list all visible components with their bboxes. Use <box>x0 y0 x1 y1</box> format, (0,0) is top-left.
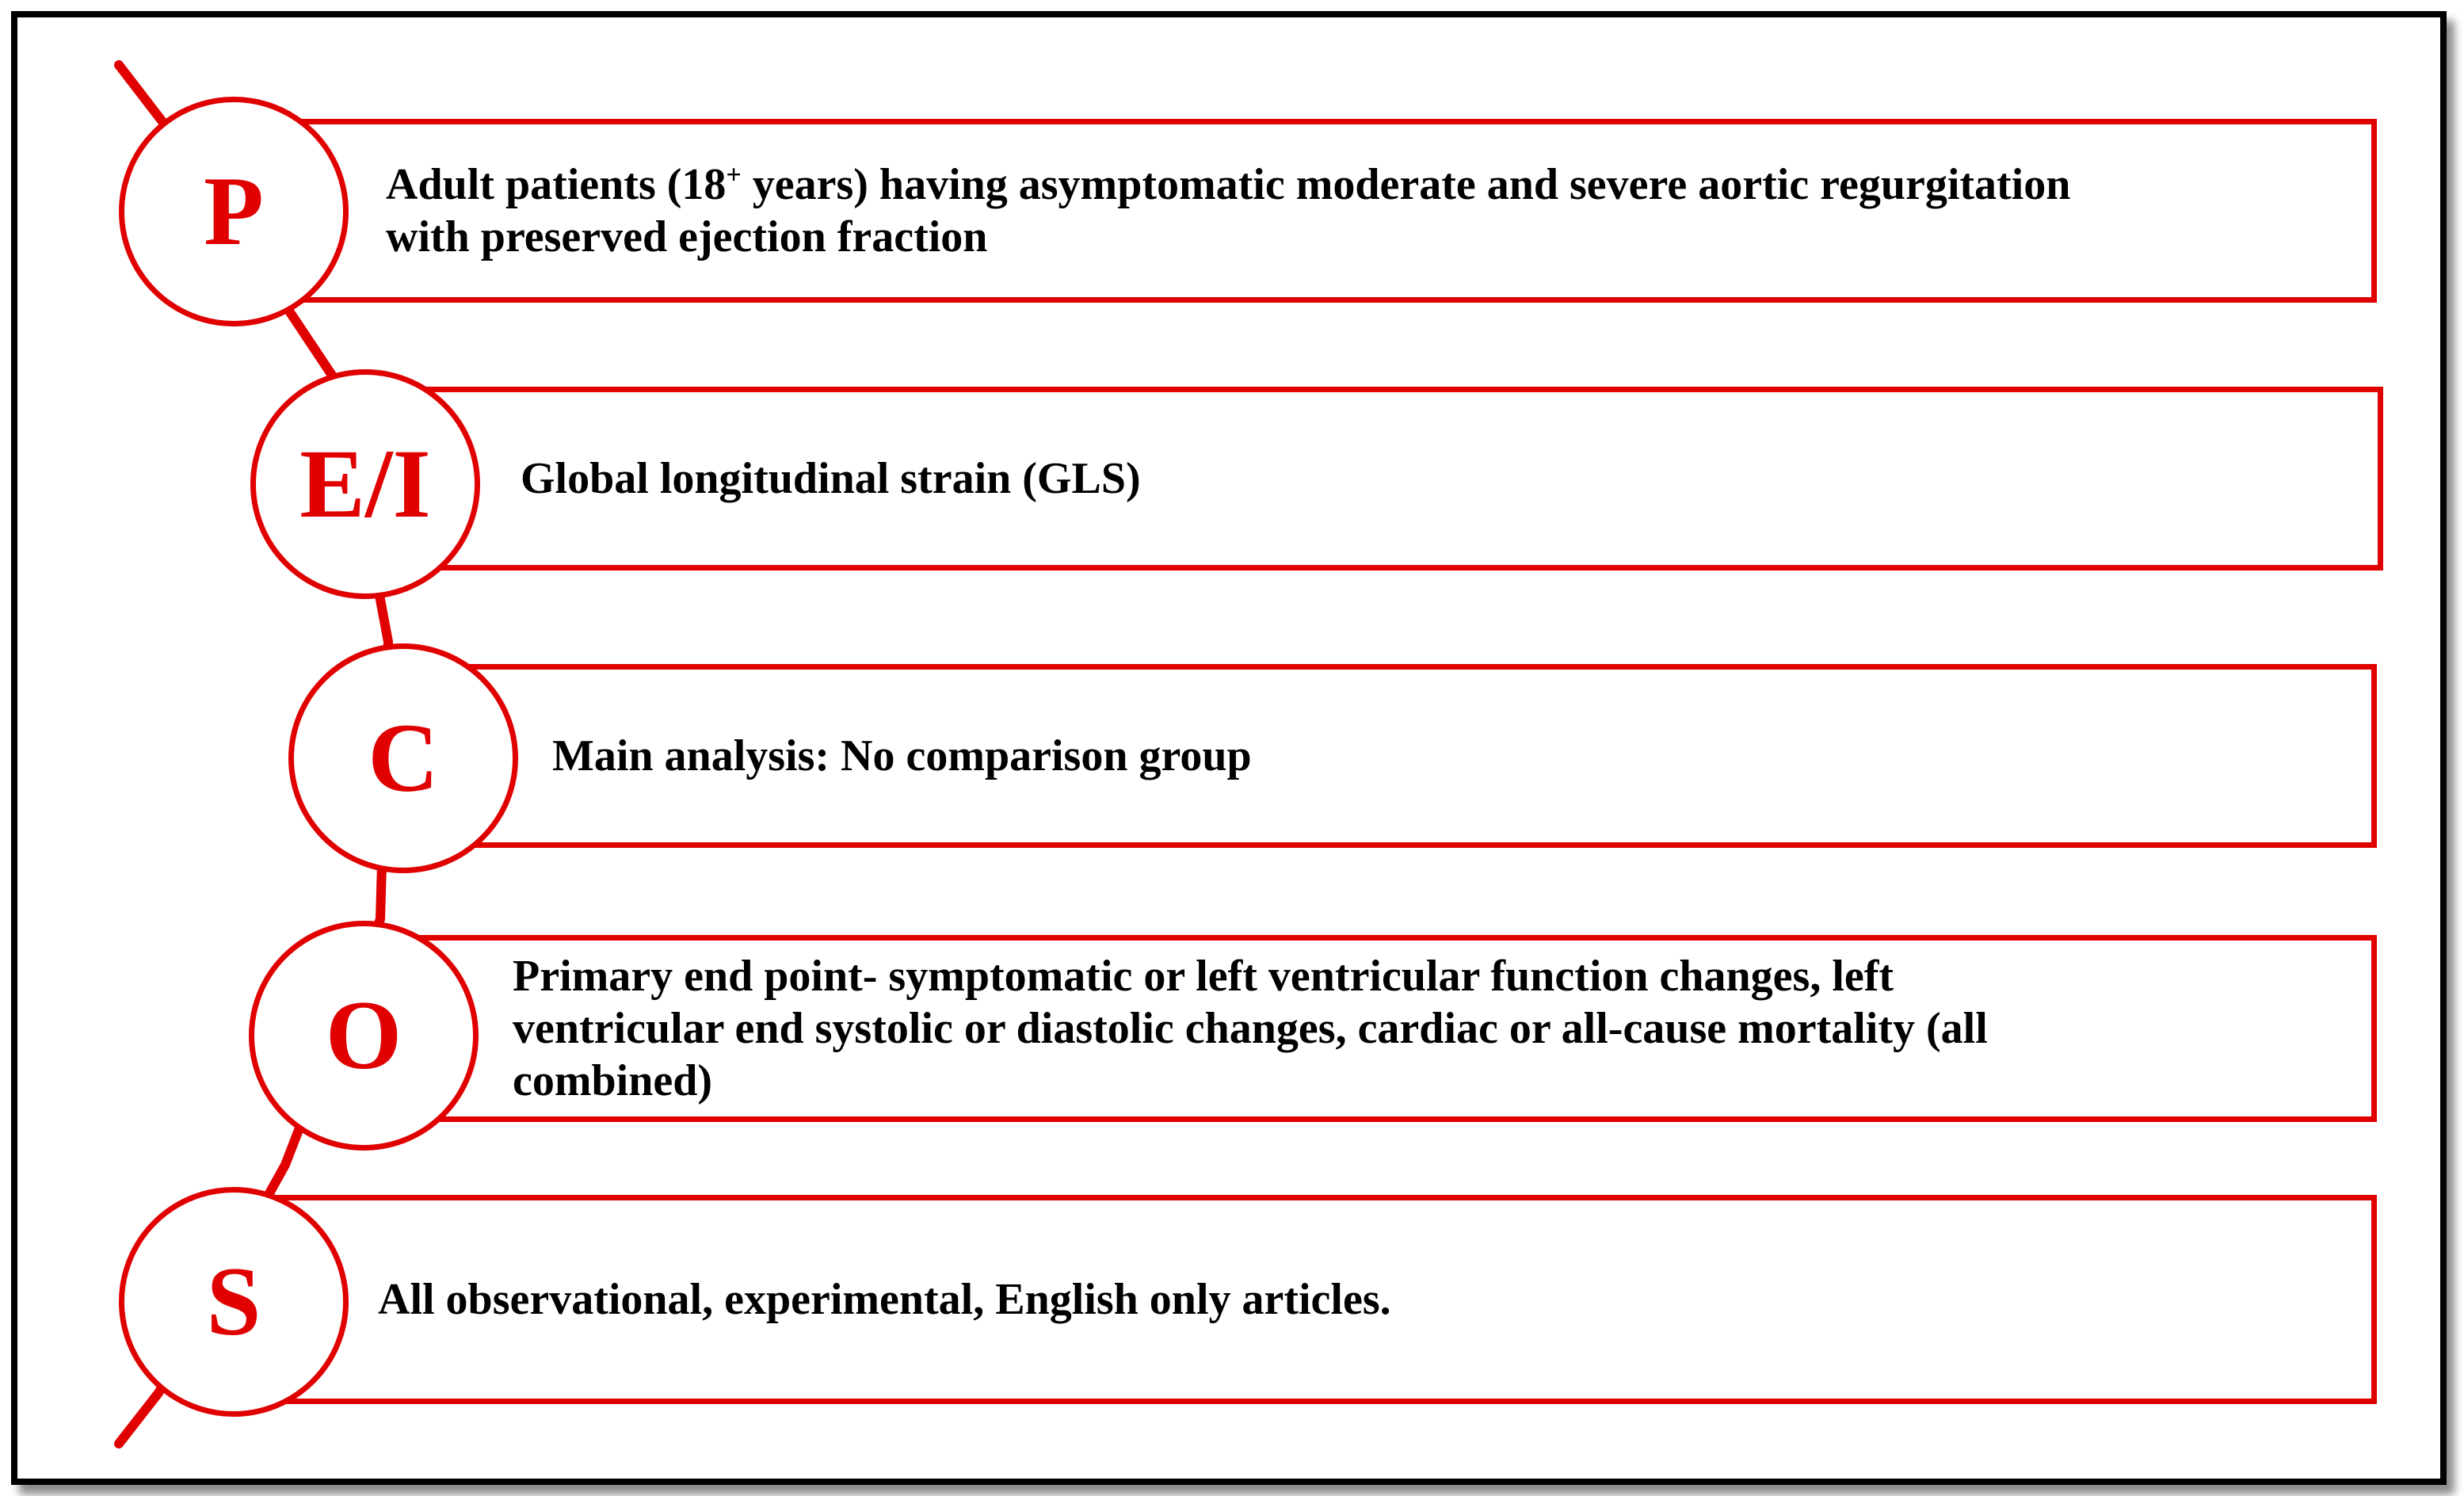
outcome-text: Primary end point- symptomatic or left ventricular function changes, left ventricular end systolic or diastolic changes, cardiac or all-cause mortality (all combined) <box>513 952 1988 1105</box>
comparison-letter: C <box>368 704 439 812</box>
comparison-box <box>444 664 2377 848</box>
comparison-text: Main analysis: No comparison group <box>552 731 1252 780</box>
outcome-box <box>412 935 2377 1122</box>
exposure-intervention-letter: E/I <box>299 429 431 538</box>
study-design-box <box>261 1195 2377 1404</box>
outcome-circle <box>249 921 479 1151</box>
population-letter: P <box>204 157 264 265</box>
population-circle <box>119 97 349 326</box>
population-box <box>269 119 2377 303</box>
study-design-letter: S <box>206 1247 261 1356</box>
study-design-text: All observational, experimental, English only articles. <box>378 1275 1391 1324</box>
comparison-circle <box>288 643 518 873</box>
outcome-letter: O <box>325 981 402 1090</box>
exposure-intervention-box <box>396 387 2383 571</box>
study-design-circle <box>119 1187 349 1417</box>
population-text: Adult patients (18+ years) having asymptomatic moderate and severe aortic regurgitation with preserved ejection fraction <box>386 160 2071 261</box>
exposure-intervention-circle <box>250 369 480 599</box>
exposure-intervention-text: Global longitudinal strain (GLS) <box>521 454 1141 503</box>
